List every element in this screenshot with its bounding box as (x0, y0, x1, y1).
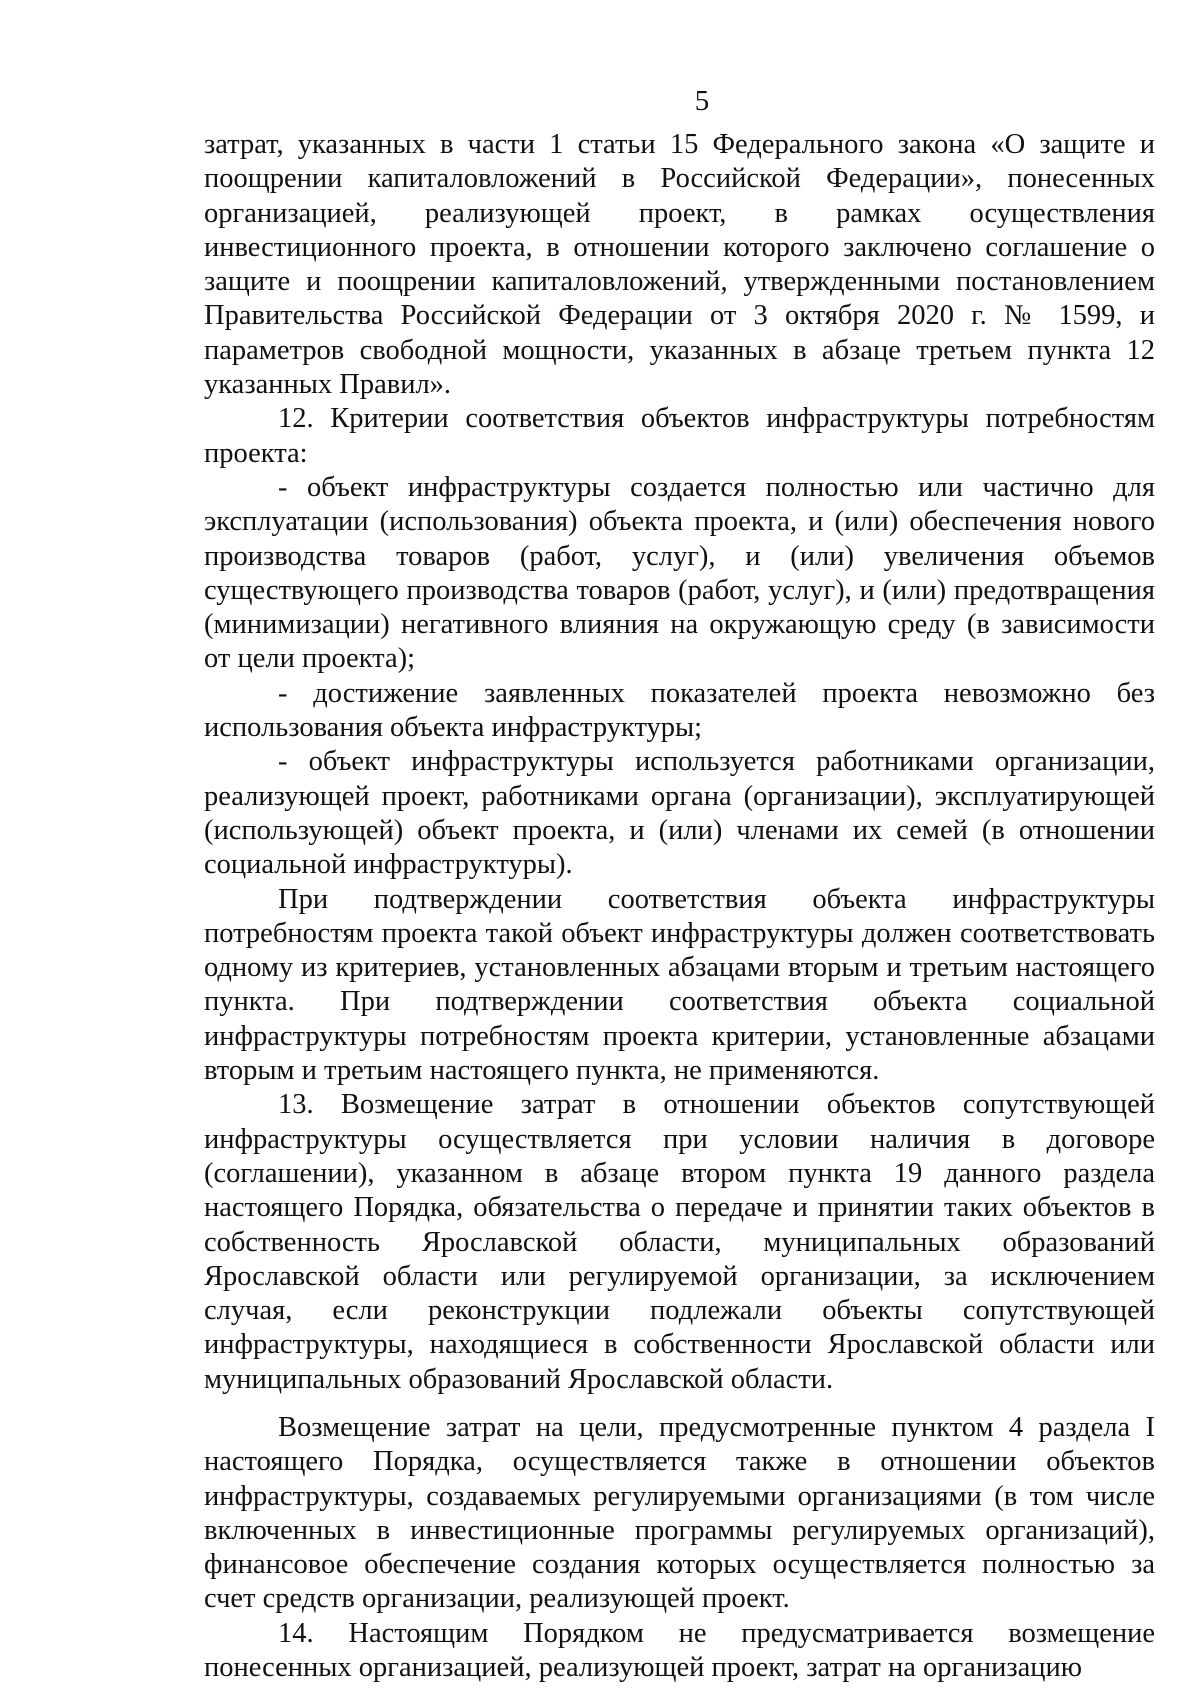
paragraph-criterion-3: - объект инфраструктуры используется работниками организации, реализующей проект, работниками органа (организации), эксплуатирующей (использующей) объект проекта, и (или) членами их семей (в отношении социальной инфраструктуры). (204, 746, 1155, 881)
document-body (204, 128, 1155, 1685)
paragraph-item-12: 12. Критерии соответствия объектов инфраструктуры потребностям проекта: (204, 403, 1155, 469)
page-number: 5 (694, 85, 710, 117)
paragraph-confirmation: При подтверждении соответствия объекта инфраструктуры потребностям проекта такой объект инфраструктуры должен соответствовать одному из критериев, установленных абзацами вторым и третьим настоящего пункта. При подтверждении соответствия объекта социальной инфраструктуры потребностям проекта критерии, установленные абзацами вторым и третьим настоящего пункта, не применяются. (204, 883, 1155, 1087)
paragraph-continuation: затрат, указанных в части 1 статьи 15 Федерального закона «О защите и поощрении капиталовложений в Российской Федерации», понесенных организацией, реализующей проект, в рамках осуществления инвестиционного проекта, в отношении которого заключено соглашение о защите и поощрении капиталовложений, утвержденными постановлением Правительства Российской Федерации от 3 октября 2020 г. № 1599, и параметров свободной мощности, указанных в абзаце третьем пункта 12 указанных Правил». (204, 129, 1155, 401)
paragraph-criterion-1: - объект инфраструктуры создается полностью или частично для эксплуатации (использования) объекта проекта, и (или) обеспечения нового производства товаров (работ, услуг), и (или) увеличения объемов существующего производства товаров (работ, услуг), и (или) предотвращения (минимизации) негативного влияния на окружающую среду (в зависимости от цели проекта); (204, 471, 1155, 675)
paragraph-item-13: 13. Возмещение затрат в отношении объектов сопутствующей инфраструктуры осуществляется при условии наличия в договоре (соглашении), указанном в абзаце втором пункта 19 данного раздела настоящего Порядка, обязательства о передаче и принятии таких объектов в собственность Ярославской области, муниципальных образований Ярославской области или регулируемой организации, за исключением случая, если реконструкции подлежали объекты сопутствующей инфраструктуры, находящиеся в собственности Ярославской области или муниципальных образований Ярославской области. (204, 1089, 1155, 1395)
paragraph-item-14: 14. Настоящим Порядком не предусматривается возмещение понесенных организацией, реализующей проект, затрат на организацию (204, 1617, 1155, 1684)
paragraph-criterion-2: - достижение заявленных показателей проекта невозможно без использования объекта инфраструктуры; (204, 677, 1155, 744)
paragraph-reimbursement: Возмещение затрат на цели, предусмотренные пунктом 4 раздела I настоящего Порядка, осуществляется также в отношении объектов инфраструктуры, создаваемых регулируемыми организациями (в том числе включенных в инвестиционные программы регулируемых организаций), финансовое обеспечение создания которых осуществляется полностью за счет средств организации, реализующей проект. (204, 1411, 1155, 1615)
